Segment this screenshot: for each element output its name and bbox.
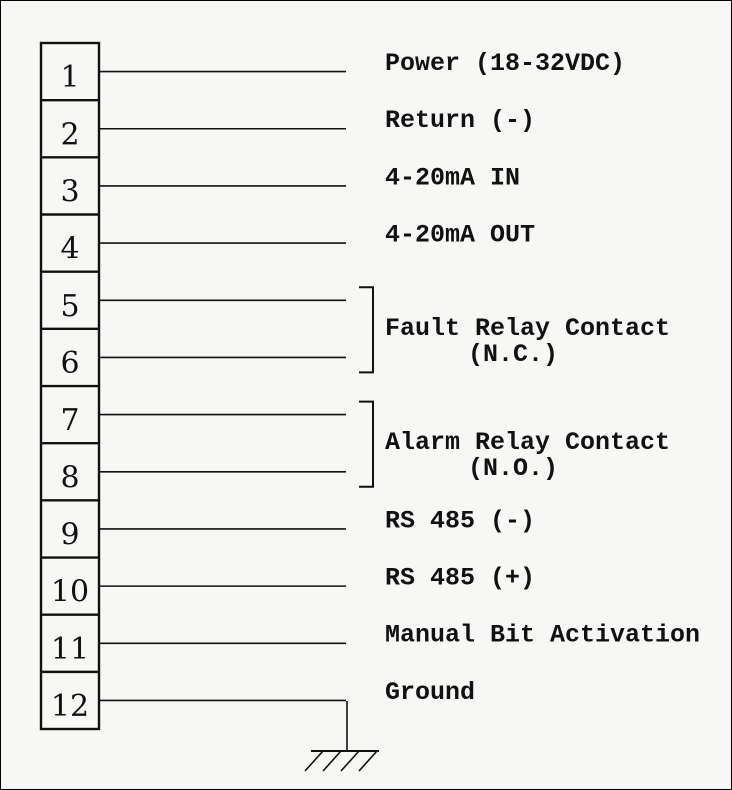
terminal-9 xyxy=(41,500,535,552)
terminal-label: 4-20mA IN xyxy=(385,163,521,193)
relay-group xyxy=(359,402,670,487)
terminal-number: 5 xyxy=(60,288,80,324)
terminal-number: 2 xyxy=(60,117,80,153)
terminal-7 xyxy=(41,386,346,438)
terminal-4 xyxy=(41,215,535,267)
terminal-number: 7 xyxy=(60,403,80,439)
terminal-label: 4-20mA OUT xyxy=(385,220,536,250)
group-label: Fault Relay Contact xyxy=(385,313,671,343)
terminal-8 xyxy=(41,443,346,495)
terminal-5 xyxy=(41,272,346,324)
terminal-label: Manual Bit Activation xyxy=(385,620,701,650)
terminal-number: 8 xyxy=(60,460,80,496)
terminal-number: 11 xyxy=(50,631,90,667)
terminal-number: 3 xyxy=(60,174,80,210)
terminal-label: Ground xyxy=(385,677,476,707)
terminal-6 xyxy=(41,329,346,381)
bracket xyxy=(359,287,373,372)
terminal-number: 4 xyxy=(60,231,80,267)
terminal-label: Return (-) xyxy=(385,106,536,136)
terminal-number: 10 xyxy=(50,574,90,610)
terminals xyxy=(41,49,700,724)
terminal-label: RS 485 (-) xyxy=(385,506,536,536)
terminal-1 xyxy=(60,49,625,95)
terminal-label: Power (18-32VDC) xyxy=(385,49,626,78)
terminal-12 xyxy=(41,672,475,724)
relay-group xyxy=(359,287,670,372)
group-sublabel: (N.C.) xyxy=(468,339,559,369)
terminal-2 xyxy=(41,100,535,152)
group-sublabel: (N.O.) xyxy=(468,454,559,484)
terminal-10 xyxy=(41,558,535,610)
terminal-label: RS 485 (+) xyxy=(385,563,536,593)
bracket xyxy=(359,402,373,487)
terminal-number: 9 xyxy=(60,517,80,553)
group-label: Alarm Relay Contact xyxy=(385,428,671,458)
terminal-diagram-svg xyxy=(1,1,731,789)
terminal-number: 1 xyxy=(60,60,80,96)
ground-icon xyxy=(305,701,379,771)
relay-groups xyxy=(359,287,670,487)
terminal-number: 12 xyxy=(50,689,90,725)
terminal-number: 6 xyxy=(60,346,80,382)
terminal-11 xyxy=(41,615,700,667)
terminal-3 xyxy=(41,157,520,209)
